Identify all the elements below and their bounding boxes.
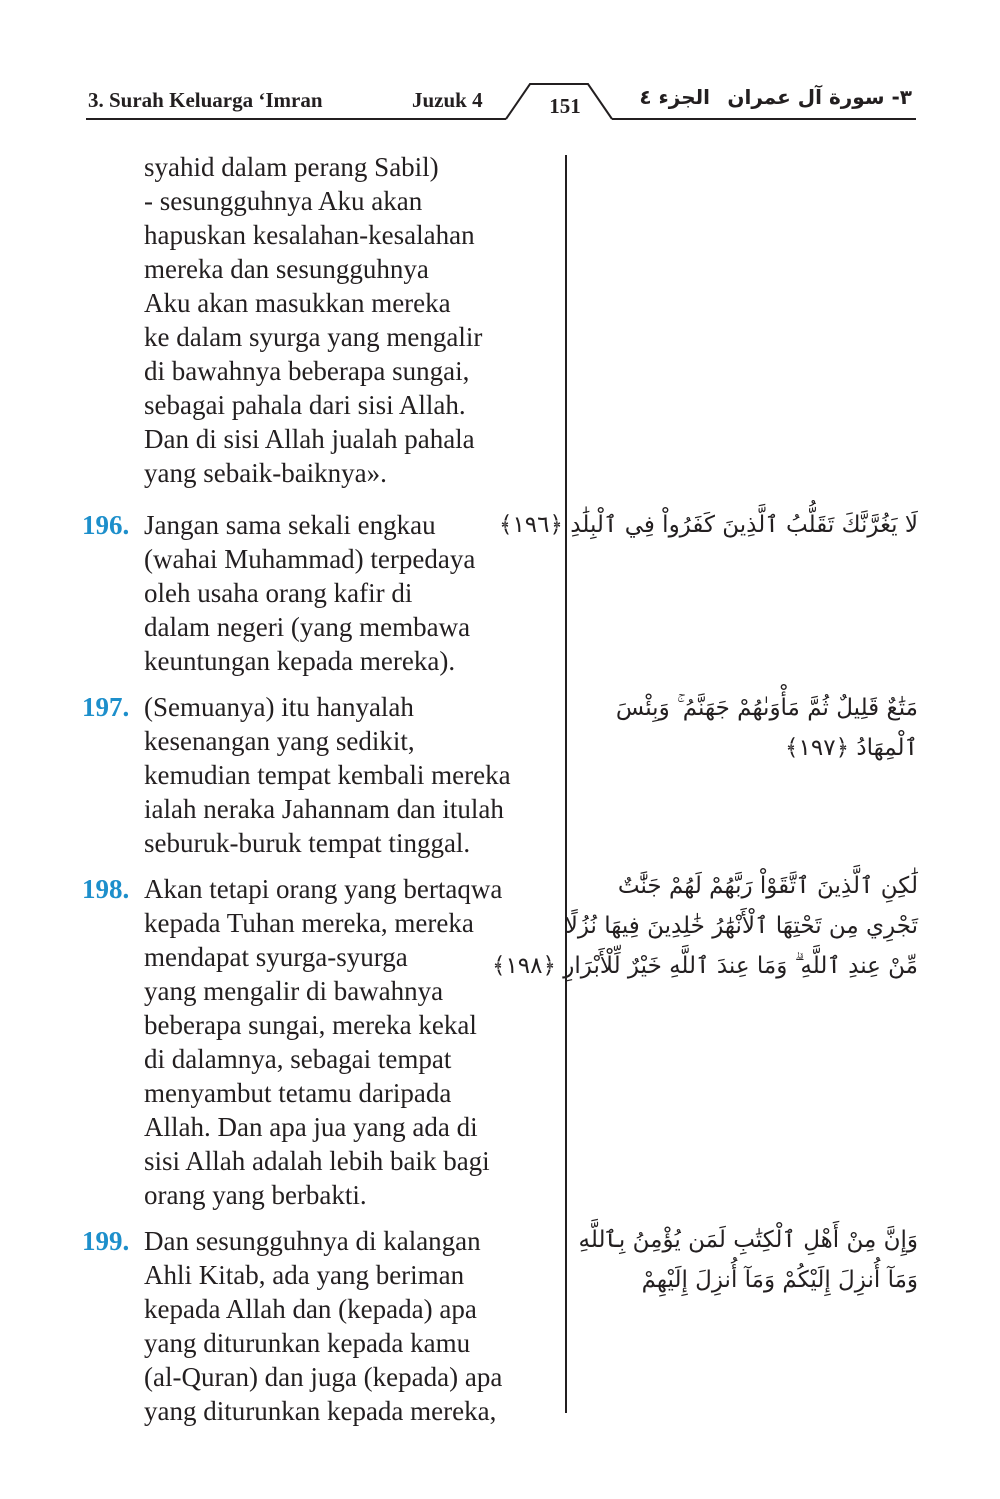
surah-title: 3. Surah Keluarga ‘Imran: [88, 88, 323, 112]
juzuk-label: Juzuk 4: [412, 88, 483, 112]
text-line: Jangan sama sekali engkau: [144, 510, 436, 540]
intro-paragraph: [82, 150, 562, 490]
verse-number: 197.: [82, 692, 130, 722]
text-line: oleh usaha orang kafir di: [144, 578, 413, 608]
arabic-line: وَمَآ أُنزِلَ إِلَيْكُمْ وَمَآ أُنزِلَ إِلَيْهِمْ: [641, 1267, 918, 1293]
text-line: sebagai pahala dari sisi Allah.: [144, 390, 466, 420]
text-line: kemudian tempat kembali mereka: [144, 760, 511, 790]
text-line: Dan di sisi Allah jualah pahala: [144, 424, 475, 454]
arabic-verse-198: [491, 866, 918, 986]
arabic-line: تَجْرِي مِن تَحْتِهَا ٱلْأَنْهَٰرُ خَٰلِدِينَ فِيهَا نُزُلًا: [564, 913, 918, 939]
text-line: - sesungguhnya Aku akan: [144, 186, 423, 216]
arabic-line: ٱلْمِهَادُ ﴿١٩٧﴾: [785, 735, 918, 761]
text-line: hapuskan kesalahan-kesalahan: [144, 220, 475, 250]
text-line: (al-Quran) dan juga (kepada) apa: [144, 1362, 503, 1392]
text-line: kepada Tuhan mereka, mereka: [144, 908, 474, 938]
text-line: yang mengalir di bawahnya: [144, 976, 444, 1006]
text-line: yang diturunkan kepada kamu: [144, 1328, 471, 1358]
juz-arabic: الجزء ٤: [639, 85, 710, 109]
text-line: mendapat syurga-syurga: [144, 942, 408, 972]
arabic-line: مِّنْ عِندِ ٱللَّهِ ۗ وَمَا عِندَ ٱللَّهِ خَيْرٌ لِّلْأَبْرَارِ ﴿١٩٨﴾: [491, 953, 918, 979]
text-line: Dan sesungguhnya di kalangan: [144, 1226, 481, 1256]
text-line: sisi Allah adalah lebih baik bagi: [144, 1146, 490, 1176]
verse-199: [82, 1224, 562, 1428]
text-line: kepada Allah dan (kepada) apa: [144, 1294, 477, 1324]
arabic-line: وَإِنَّ مِنْ أَهْلِ ٱلْكِتَٰبِ لَمَن يُؤْمِنُ بِٱللَّهِ: [578, 1227, 918, 1253]
text-line: (Semuanya) itu hanyalah: [144, 692, 414, 722]
arabic-line: لَا يَغُرَّنَّكَ تَقَلُّبُ ٱلَّذِينَ كَفَرُواْ فِي ٱلْبِلَٰدِ ﴿١٩٦﴾: [498, 512, 918, 538]
page-header: [0, 0, 1000, 130]
text-line: orang yang berbakti.: [144, 1180, 367, 1210]
arabic-verse-199: [580, 1220, 918, 1300]
verse-198: [82, 872, 562, 1212]
text-line: dalam negeri (yang membawa: [144, 612, 471, 642]
text-line: syahid dalam perang Sabil): [144, 152, 439, 182]
page-number: 151: [549, 94, 581, 118]
text-line: Aku akan masukkan mereka: [144, 288, 451, 318]
verse-number: 196.: [82, 510, 130, 540]
arabic-verse-197: [580, 688, 918, 768]
text-line: Allah. Dan apa jua yang ada di: [144, 1112, 478, 1142]
text-line: mereka dan sesungguhnya: [144, 254, 429, 284]
arabic-line: مَتَٰعٌ قَلِيلٌ ثُمَّ مَأْوَىٰهُمْ جَهَنَّمُ ۚ وَبِئْسَ: [615, 695, 918, 721]
text-line: Ahli Kitab, ada yang beriman: [144, 1260, 465, 1290]
surah-title-arabic: ٣- سورة آل عمران: [727, 85, 912, 109]
verse-number: 198.: [82, 874, 130, 904]
text-line: di dalamnya, sebagai tempat: [144, 1044, 452, 1074]
text-line: ke dalam syurga yang mengalir: [144, 322, 483, 352]
text-line: ialah neraka Jahannam dan itulah: [144, 794, 504, 824]
verse-196: [82, 508, 562, 678]
arabic-verse-196: [498, 505, 918, 545]
text-line: yang sebaik-baiknya».: [144, 458, 387, 488]
text-line: yang diturunkan kepada mereka,: [144, 1396, 497, 1426]
text-line: kesenangan yang sedikit,: [144, 726, 415, 756]
text-line: (wahai Muhammad) terpedaya: [144, 544, 476, 574]
text-line: seburuk-buruk tempat tinggal.: [144, 828, 471, 858]
text-line: Akan tetapi orang yang bertaqwa: [144, 874, 503, 904]
translation-column: [82, 150, 562, 1428]
text-line: menyambut tetamu daripada: [144, 1078, 452, 1108]
verse-number: 199.: [82, 1226, 130, 1256]
verse-197: [82, 690, 562, 860]
column-divider: [565, 155, 567, 1413]
arabic-line: لَٰكِنِ ٱلَّذِينَ ٱتَّقَوْاْ رَبَّهُمْ لَهُمْ جَنَّٰتٌ: [617, 873, 918, 899]
text-line: di bawahnya beberapa sungai,: [144, 356, 470, 386]
text-line: keuntungan kepada mereka).: [144, 646, 456, 676]
text-line: beberapa sungai, mereka kekal: [144, 1010, 477, 1040]
